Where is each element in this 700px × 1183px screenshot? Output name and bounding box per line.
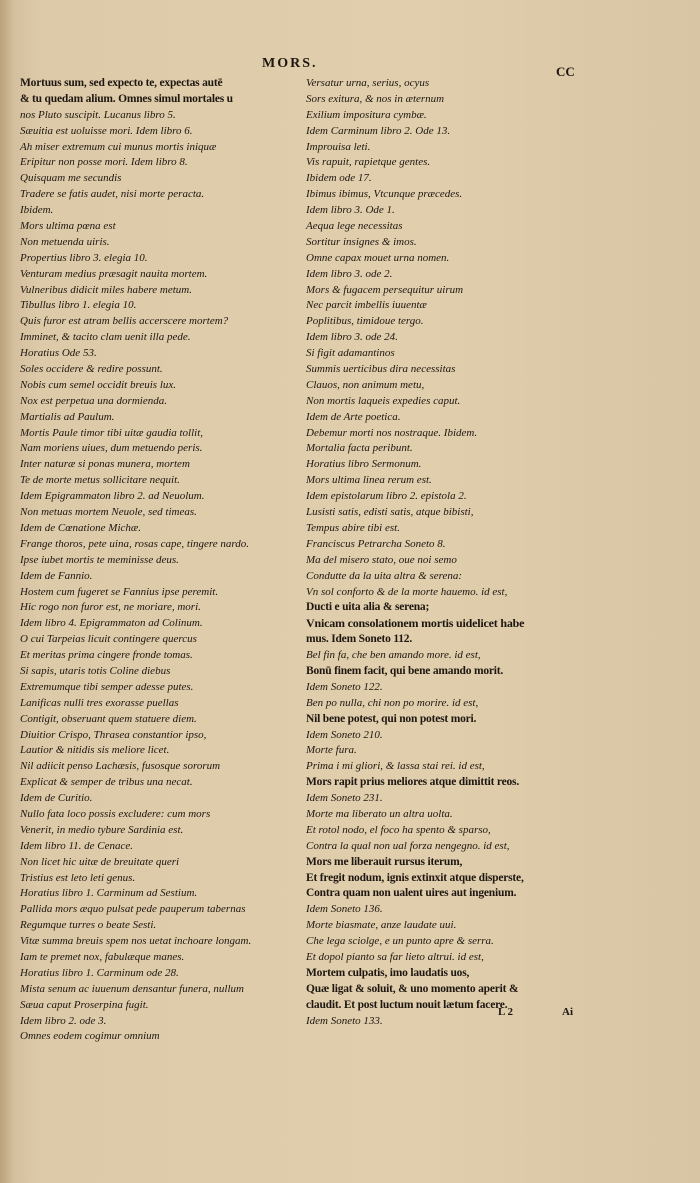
text-line: Inter naturæ si ponas munera, mortem xyxy=(20,458,190,471)
text-line: Ma del misero stato, oue noi semo xyxy=(306,553,457,566)
text-line: Non licet hic uitæ de breuitate queri xyxy=(20,855,180,868)
text-line: Propertius libro 3. elegia 10. xyxy=(20,251,148,264)
folio-number: CC xyxy=(556,64,575,79)
text-line: Et rotol nodo, el foco ha spento & sparso, xyxy=(306,823,491,836)
text-line: Aequa lege necessitas xyxy=(306,220,403,233)
text-line: Summis uerticibus dira necessitas xyxy=(306,363,456,376)
text-line: Imminet, & tacito clam uenit illa pede. xyxy=(20,331,191,344)
text-line: Hostem cum fugeret se Fannius ipse peremit. xyxy=(20,585,219,598)
text-line: Non metuenda uiris. xyxy=(20,235,110,248)
text-line: Si figit adamantinos xyxy=(306,347,395,360)
text-line: Idem Soneto 210. xyxy=(306,728,383,741)
catchword: Ai xyxy=(562,1006,573,1018)
text-line: Idem de Cœnatione Michæ. xyxy=(20,521,141,534)
text-line: Idem Soneto 133. xyxy=(306,1014,383,1027)
text-line: Tradere se fatis audet, nisi morte peracta. xyxy=(20,188,205,201)
text-line: Et fregit nodum, ignis extinxit atque disperste, xyxy=(306,871,524,884)
text-line: Sæuitia est uoluisse mori. Idem libro 6. xyxy=(20,124,193,137)
text-line: Explicat & semper de tribus una necat. xyxy=(20,776,193,789)
text-line: Morte fura. xyxy=(306,744,357,757)
text-line: Versatur urna, serius, ocyus xyxy=(306,77,430,89)
text-line: Ibidem. xyxy=(20,204,54,217)
text-line: Condutte da la uita altra & serena: xyxy=(306,569,463,582)
text-line: Contra quam non ualent uires aut ingenium. xyxy=(306,887,517,900)
text-line: Debemur morti nos nostraque. Ibidem. xyxy=(306,426,478,439)
text-line: Horatius Ode 53. xyxy=(20,347,97,360)
text-line: Iam te premet nox, fabulæque manes. xyxy=(20,950,185,963)
text-line: Clauos, non animum metu, xyxy=(306,378,425,391)
text-line: Nox est perpetua una dormienda. xyxy=(20,394,167,407)
left-column xyxy=(20,76,300,1045)
text-line: Nil bene potest, qui non potest mori. xyxy=(306,712,477,725)
text-line: Idem libro 3. Ode 1. xyxy=(306,204,395,217)
text-line: Ibimus ibimus, Vtcunque præcedes. xyxy=(306,188,463,201)
text-line: Idem epistolarum libro 2. epistola 2. xyxy=(306,490,467,503)
text-line: Mortuus sum, sed expecto te, expectas autē xyxy=(20,77,223,89)
text-line: Sæua caput Proserpina fugit. xyxy=(20,998,149,1011)
text-line: Et dopol pianto sa far lieto altrui. id est, xyxy=(306,950,484,963)
text-line: Tempus abire tibi est. xyxy=(306,521,400,534)
text-line: Idem libro 3. ode 24. xyxy=(306,331,398,344)
text-line: & tu quedam alium. Omnes simul mortales u xyxy=(20,92,233,105)
text-line: Hic rogo non furor est, ne moriare, mori. xyxy=(20,601,201,614)
text-line: Idem de Curitio. xyxy=(20,792,93,805)
text-line: Nec parcit imbellis iuuentæ xyxy=(306,299,427,312)
text-line: Quisquam me secundis xyxy=(20,172,122,185)
text-line: Franciscus Petrarcha Soneto 8. xyxy=(306,537,446,550)
text-line: Mista senum ac iuuenum densantur funera, nullum xyxy=(20,982,244,995)
text-line: Tibullus libro 1. elegia 10. xyxy=(20,299,137,312)
text-line: Venturam medius præsagit nauita mortem. xyxy=(20,267,208,280)
text-line: Bonū finem facit, qui bene amando morit. xyxy=(306,664,504,677)
text-line: Morte biasmate, anze laudate uui. xyxy=(306,919,457,932)
text-line: Tristius est leto leti genus. xyxy=(20,871,136,884)
text-line: Omnes eodem cogimur omnium xyxy=(20,1030,160,1043)
text-line: Idem Soneto 136. xyxy=(306,903,383,916)
text-line: Nobis cum semel occidit breuis lux. xyxy=(20,378,177,391)
text-line: Ducti e uita alia & serena; xyxy=(306,601,430,614)
text-line: Mors ultima linea rerum est. xyxy=(306,474,432,487)
running-head: MORS. xyxy=(262,56,318,71)
text-line: Non mortis laqueis expedies caput. xyxy=(306,394,461,407)
text-line: Diuitior Crispo, Thrasea constantior ipso, xyxy=(20,728,207,741)
text-line: Sors exitura, & nos in æternum xyxy=(306,92,445,105)
text-line: Ipse iubet mortis te meminisse deus. xyxy=(20,553,179,566)
text-line: Exilium impositura cymbæ. xyxy=(306,108,427,121)
text-line: Ben po nulla, chi non po morire. id est, xyxy=(306,696,479,709)
right-column xyxy=(306,76,606,1029)
text-line: Sortitur insignes & imos. xyxy=(306,235,417,248)
text-line: Mors ultima pœna est xyxy=(20,220,116,233)
signature-mark: L 2 xyxy=(498,1006,513,1018)
text-line: Vitæ summa breuis spem nos uetat inchoare longam. xyxy=(20,935,252,948)
text-line: Lanificas nulli tres exorasse puellas xyxy=(20,696,179,709)
text-line: Si sapis, utaris totis Coline diebus xyxy=(20,664,171,677)
text-line: Nam moriens uiues, dum metuendo peris. xyxy=(20,442,203,455)
text-line: Idem libro 11. de Cenace. xyxy=(20,839,134,852)
text-line: Mors me liberauit rursus iterum, xyxy=(306,855,463,868)
text-line: Idem libro 2. ode 3. xyxy=(20,1014,107,1027)
text-line: Bel fin fa, che ben amando more. id est, xyxy=(306,649,481,662)
text-line: Vnicam consolationem mortis uidelicet habe xyxy=(306,616,525,631)
text-line: Contra la qual non ual forza nengegno. id est, xyxy=(306,839,510,852)
text-line: Te de morte metus sollicitare nequit. xyxy=(20,474,180,487)
text-line: Contigit, obseruant quem statuere diem. xyxy=(20,712,197,725)
text-line: Ibidem ode 17. xyxy=(306,172,372,185)
text-line: Mors rapit prius meliores atque dimittit reos. xyxy=(306,776,520,789)
text-line: Idem de Arte poetica. xyxy=(306,410,401,423)
text-line: Idem Carminum libro 2. Ode 13. xyxy=(306,124,451,137)
text-line: Horatius libro 1. Carminum ad Sestium. xyxy=(20,887,198,900)
text-line: Horatius libro 1. Carminum ode 28. xyxy=(20,966,179,979)
text-line: Mortalia facta peribunt. xyxy=(306,442,413,455)
text-line: Idem libro 4. Epigrammaton ad Colinum. xyxy=(20,617,203,630)
text-line: Idem Soneto 231. xyxy=(306,792,383,805)
text-line: Vn sol conforto & de la morte hauemo. id est, xyxy=(306,585,508,598)
text-line: Eripitur non posse mori. Idem libro 8. xyxy=(20,156,188,169)
text-line: Quæ ligat & soluit, & uno momento aperit & xyxy=(306,982,519,995)
text-line: Mors & fugacem persequitur uirum xyxy=(306,283,464,296)
text-line: Mortis Paule timor tibi uitæ gaudia tollit, xyxy=(20,426,204,439)
text-line: Regumque turres o beate Sesti. xyxy=(20,919,157,932)
text-line: Nil adiicit penso Lachæsis, fusosque sororum xyxy=(20,760,221,773)
text-line: Lusisti satis, edisti satis, atque bibisti, xyxy=(306,506,474,519)
text-line: Quis furor est atram bellis accerscere mortem? xyxy=(20,315,229,328)
text-line: Che lega sciolge, e un punto apre & serra. xyxy=(306,935,494,948)
text-line: Et meritas prima cingere fronde tomas. xyxy=(20,649,193,662)
text-line: Nullo fata loco possis excludere: cum mors xyxy=(20,807,211,820)
text-line: nos Pluto suscipit. Lucanus libro 5. xyxy=(20,108,176,121)
text-line: Morte ma liberato un altra uolta. xyxy=(306,807,453,820)
text-line: Idem Soneto 122. xyxy=(306,680,383,693)
text-line: Idem de Fannio. xyxy=(20,569,93,582)
text-line: Pallida mors æquo pulsat pede pauperum tabernas xyxy=(20,903,246,916)
text-line: Lautior & nitidis sis meliore licet. xyxy=(20,744,170,757)
text-line: Frange thoros, pete uina, rosas cape, tingere nardo. xyxy=(20,537,250,550)
text-line: Horatius libro Sermonum. xyxy=(306,458,422,471)
text-line: Venerit, in medio tybure Sardinia est. xyxy=(20,823,184,836)
text-line: Idem libro 3. ode 2. xyxy=(306,267,393,280)
text-line: Vulneribus didicit miles habere metum. xyxy=(20,283,192,296)
text-line: Idem Epigrammaton libro 2. ad Neuolum. xyxy=(20,490,205,503)
text-line: Omne capax mouet urna nomen. xyxy=(306,251,450,264)
text-line: Soles occidere & redire possunt. xyxy=(20,363,163,376)
text-line: Improuisa leti. xyxy=(306,140,371,153)
text-line: Ah miser extremum cui munus mortis iniquæ xyxy=(20,140,217,153)
page-footer xyxy=(306,1006,576,1022)
text-line: O cui Tarpeias licuit contingere quercus xyxy=(20,633,197,646)
text-line: Vis rapuit, rapietque gentes. xyxy=(306,156,431,169)
text-line: mus. Idem Soneto 112. xyxy=(306,633,413,646)
text-line: Poplitibus, timidoue tergo. xyxy=(306,315,424,328)
text-line: Non metuas mortem Neuole, sed timeas. xyxy=(20,506,197,519)
text-line: claudit. Et post luctum nouit lætum facere. xyxy=(306,998,508,1011)
text-line: Mortem culpatis, imo laudatis uos, xyxy=(306,966,470,979)
text-line: Extremumque tibi semper adesse putes. xyxy=(20,680,194,693)
text-line: Martialis ad Paulum. xyxy=(20,410,115,423)
text-line: Prima i mi gliori, & lassa stai rei. id est, xyxy=(306,760,485,773)
